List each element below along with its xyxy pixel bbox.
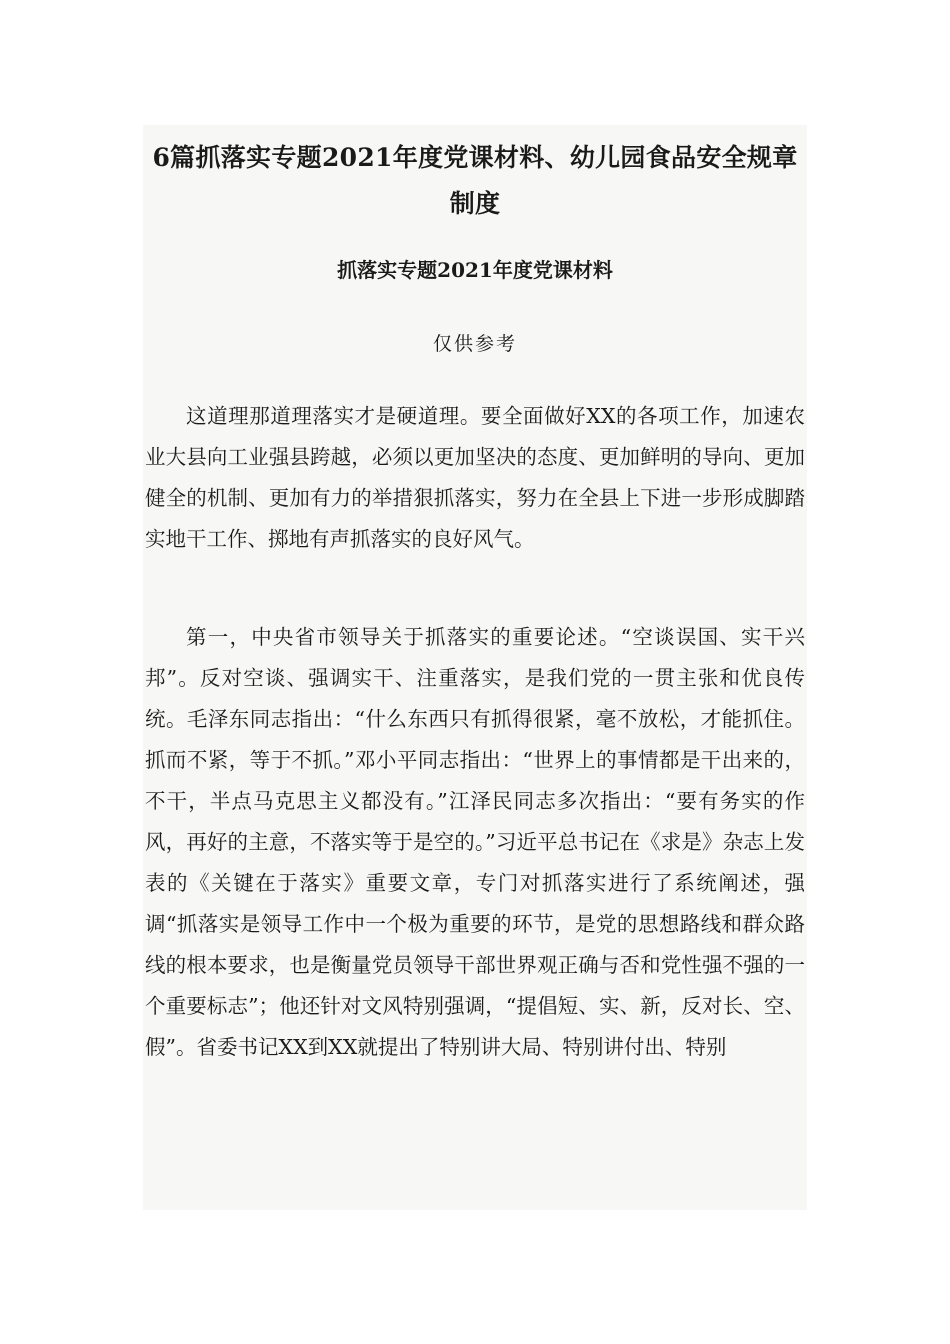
section-heading: 抓落实专题2021年度党课材料 bbox=[337, 258, 613, 282]
title-line-1: 6篇抓落实专题2021年度党课材料、幼儿园食品安全规章 bbox=[152, 143, 798, 172]
document-title bbox=[143, 135, 807, 227]
reference-note: 仅供参考 bbox=[432, 333, 517, 355]
document-page bbox=[143, 125, 807, 1210]
title-line-2: 制度 bbox=[449, 189, 501, 218]
body-paragraph: 第一，中央省市领导关于抓落实的重要论述。“空谈误国、实干兴邦”。反对空谈、强调实干、注重落实，是我们党的一贯主张和优良传统。毛泽东同志指出：“什么东西只有抓得很紧，毫不放松，才能抓住。抓而不紧，等于不抓。”邓小平同志指出：“世界上的事情都是干出来的，不干，半点马克思主义都没有。”江泽民同志多次指出：“要有务实的作风，再好的主意，不落实等于是空的。”习近平总书记在《求是》杂志上发表的《关键在于落实》重要文章，专门对抓落实进行了系统阐述，强调“抓落实是领导工作中一个极为重要的环节，是党的思想路线和群众路线的根本要求，也是衡量党员领导干部世界观正确与否和党性强不强的一个重要标志”；他还针对文风特别强调，“提倡短、实、新，反对长、空、假”。省委书记XX到XX就提出了特别讲大局、特别讲付出、特别 bbox=[145, 625, 805, 1059]
body-paragraph: 这道理那道理落实才是硬道理。要全面做好XX的各项工作，加速农业大县向工业强县跨越，必须以更加坚决的态度、更加鲜明的导向、更加健全的机制、更加有力的举措狠抓落实，努力在全县上下进一步形成脚踏实地干工作、掷地有声抓落实的良好风气。 bbox=[145, 404, 805, 551]
